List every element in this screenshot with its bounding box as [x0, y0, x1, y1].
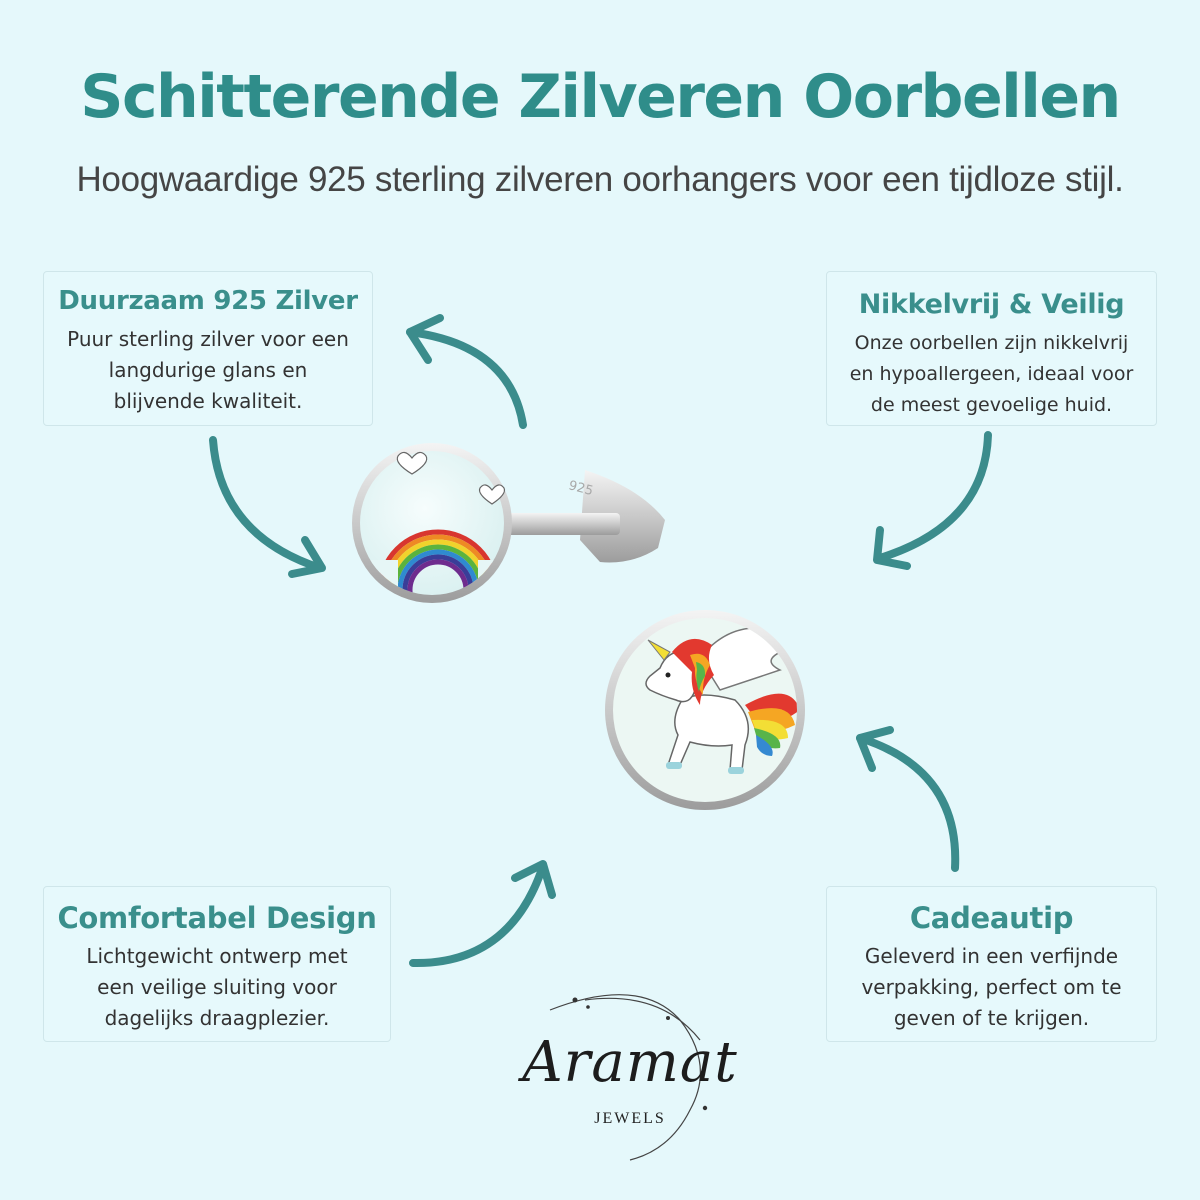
- feature-title: Cadeautip: [909, 901, 1074, 935]
- feature-text-line: een veilige sluiting voor: [97, 975, 337, 999]
- arrow-icon-bottom-left: [413, 864, 552, 963]
- feature-text-line: blijvende kwaliteit.: [113, 389, 303, 413]
- feature-text-line: geven of te krijgen.: [893, 1006, 1090, 1030]
- page-title: Schitterende Zilveren Oorbellen: [80, 62, 1120, 132]
- feature-title: Nikkelvrij & Veilig: [858, 289, 1125, 320]
- brand-logo: Aramat: [522, 1030, 738, 1095]
- feature-text-line: dagelijks draagplezier.: [104, 1006, 330, 1030]
- page-subtitle: Hoogwaardige 925 sterling zilveren oorhangers voor een tijdloze stijl.: [76, 160, 1124, 199]
- arrow-icon-left: [213, 440, 322, 574]
- rainbow-stud-earring: [350, 443, 665, 648]
- arrow-icon-top-left: [410, 318, 523, 425]
- silver-stamp: 925: [566, 478, 595, 500]
- arrow-icon-right: [877, 435, 988, 566]
- feature-text-line: Lichtgewicht ontwerp met: [86, 944, 348, 968]
- feature-text-line: en hypoallergeen, ideaal voor: [849, 363, 1134, 385]
- feature-title: Duurzaam 925 Zilver: [58, 286, 358, 316]
- feature-text-line: Puur sterling zilver voor een: [67, 327, 349, 351]
- feature-text-line: Geleverd in een verfijnde: [864, 944, 1119, 968]
- feature-text-line: de meest gevoelige huid.: [870, 394, 1113, 416]
- arrow-icon-bottom-right: [860, 730, 955, 868]
- feature-text-line: verpakking, perfect om te: [861, 975, 1122, 999]
- feature-title: Comfortabel Design: [57, 901, 377, 935]
- feature-text-line: langdurige glans en: [108, 358, 308, 382]
- brand-tagline: JEWELS: [594, 1110, 666, 1127]
- feature-text-line: Onze oorbellen zijn nikkelvrij: [854, 332, 1129, 354]
- unicorn-stud-earring: [605, 610, 805, 810]
